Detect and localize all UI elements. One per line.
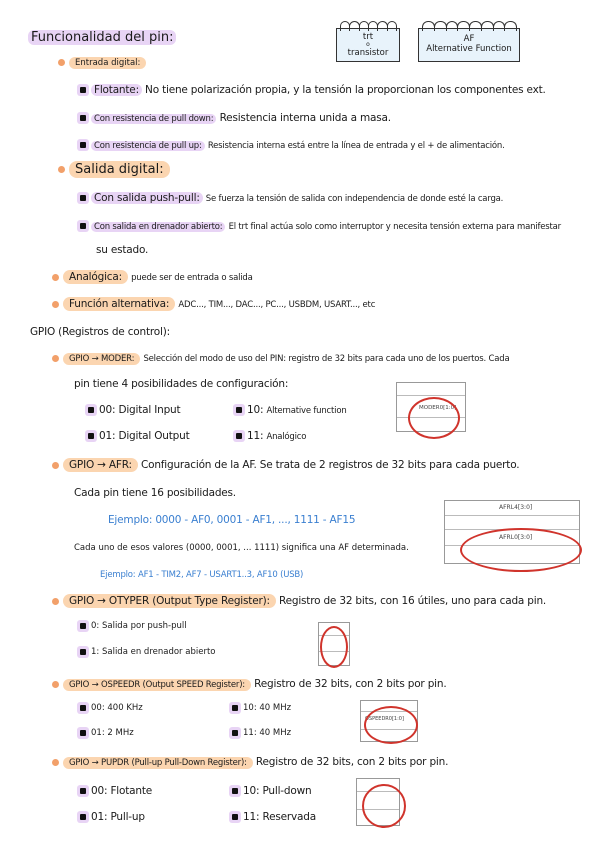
afr-line3: Cada uno de esos valores (0000, 0001, ... 1111) significa una AF determinada. xyxy=(74,543,409,553)
bullet-square-icon xyxy=(88,433,94,439)
funcion-alternativa-line: Función alternativa: ADC..., TIM..., DAC..., PC..., USBDM, USART..., etc xyxy=(52,298,375,310)
transistor-chip-icon xyxy=(336,28,400,62)
bullet-square-icon xyxy=(80,142,86,148)
page-title: Funcionalidad del pin: xyxy=(28,30,176,45)
ospeedr-option: 11: 40 MHz xyxy=(232,728,291,738)
moder-line2: pin tiene 4 posibilidades de configuración: xyxy=(74,378,289,390)
moder-line: GPIO → MODER: Selección del modo de uso del PIN: registro de 32 bits para cada uno de los puertos. Cada xyxy=(52,352,509,364)
entrada-heading: Entrada digital: xyxy=(58,58,146,68)
gpio-heading: GPIO (Registros de control): xyxy=(30,326,170,338)
entrada-item: Con resistencia de pull up: Resistencia interna está entre la línea de entrada y el + de alimentación. xyxy=(80,139,505,151)
bullet-square-icon xyxy=(80,649,86,655)
salida-heading: Salida digital: xyxy=(58,162,170,177)
bullet-square-icon xyxy=(80,223,86,229)
highlight-circle xyxy=(364,706,418,744)
bullet-dot-icon xyxy=(58,59,65,66)
moder-option: 00: Digital Input xyxy=(88,404,180,416)
highlight-circle xyxy=(460,528,582,572)
bullet-square-icon xyxy=(80,814,86,820)
otyper-option: 1: Salida en drenador abierto xyxy=(80,647,215,657)
register-label: OSPEEDR0[1:0] xyxy=(365,716,404,722)
pupdr-line: GPIO → PUPDR (Pull-up Pull-Down Register): Registro de 32 bits, con 2 bits por pin. xyxy=(52,756,448,768)
pupdr-option: 01: Pull-up xyxy=(80,811,145,823)
afr-line2: Cada pin tiene 16 posibilidades. xyxy=(74,487,236,499)
chip-bottom-label: transistor xyxy=(347,48,389,58)
bullet-square-icon xyxy=(80,115,86,121)
salida-item-continuation: su estado. xyxy=(96,244,149,256)
bullet-square-icon xyxy=(80,623,86,629)
register-label: AFRL4[3:0] xyxy=(499,504,533,511)
afr-line: GPIO → AFR: Configuración de la AF. Se trata de 2 registros de 32 bits para cada puerto. xyxy=(52,459,519,471)
bullet-square-icon xyxy=(80,195,86,201)
bullet-square-icon xyxy=(236,407,242,413)
chip-bottom-label: Alternative Function xyxy=(426,44,512,54)
af-chip-icon xyxy=(418,28,520,62)
bullet-square-icon xyxy=(232,730,238,736)
otyper-option: 0: Salida por push-pull xyxy=(80,621,187,631)
ospeedr-option: 00: 400 KHz xyxy=(80,703,143,713)
chip-top-label: trt xyxy=(362,32,374,42)
entrada-item: Flotante: No tiene polarización propia, y la tensión la proporcionan los componentes ext. xyxy=(80,84,546,96)
moder-option: 01: Digital Output xyxy=(88,430,190,442)
bullet-square-icon xyxy=(80,705,86,711)
bullet-square-icon xyxy=(232,814,238,820)
bullet-dot-icon xyxy=(52,274,59,281)
bullet-square-icon xyxy=(232,705,238,711)
pupdr-option: 11: Reservada xyxy=(232,811,316,823)
highlight-circle xyxy=(408,397,460,439)
register-label: MODER0[1:0] xyxy=(419,405,457,411)
bullet-dot-icon xyxy=(52,759,59,766)
ospeedr-option: 01: 2 MHz xyxy=(80,728,134,738)
otyper-line: GPIO → OTYPER (Output Type Register): Registro de 32 bits, con 16 útiles, uno para cada pin. xyxy=(52,595,546,607)
afr-example2: Ejemplo: AF1 - TIM2, AF7 - USART1..3, AF10 (USB) xyxy=(100,570,304,580)
pupdr-option: 10: Pull-down xyxy=(232,785,311,797)
bullet-dot-icon xyxy=(52,301,59,308)
bullet-square-icon xyxy=(88,407,94,413)
bullet-dot-icon xyxy=(58,166,65,173)
pupdr-option: 00: Flotante xyxy=(80,785,152,797)
ospeedr-option: 10: 40 MHz xyxy=(232,703,291,713)
bullet-dot-icon xyxy=(52,462,59,469)
chip-mid-label: o xyxy=(366,41,370,48)
bullet-square-icon xyxy=(232,788,238,794)
salida-item: Con salida en drenador abierto: El trt final actúa solo como interruptor y necesita tensión externa para manifestar xyxy=(80,220,561,232)
moder-option: 10: Alternative function xyxy=(236,404,347,416)
bullet-square-icon xyxy=(236,433,242,439)
highlight-circle xyxy=(362,784,406,828)
ospeedr-line: GPIO → OSPEEDR (Output SPEED Register): Registro de 32 bits, con 2 bits por pin. xyxy=(52,678,446,690)
bullet-dot-icon xyxy=(52,598,59,605)
afr-example1: Ejemplo: 0000 - AF0, 0001 - AF1, ..., 1111 - AF15 xyxy=(108,514,356,526)
register-label: AFRL0[3:0] xyxy=(499,534,533,541)
entrada-item: Con resistencia de pull down: Resistencia interna unida a masa. xyxy=(80,112,391,124)
bullet-square-icon xyxy=(80,788,86,794)
chip-top-label: AF xyxy=(463,34,475,44)
analogica-line: Analógica: puede ser de entrada o salida xyxy=(52,271,253,283)
highlight-circle xyxy=(320,626,348,668)
bullet-dot-icon xyxy=(52,681,59,688)
bullet-dot-icon xyxy=(52,355,59,362)
moder-option: 11: Analógico xyxy=(236,430,306,442)
bullet-square-icon xyxy=(80,87,86,93)
bullet-square-icon xyxy=(80,730,86,736)
salida-item: Con salida push-pull: Se fuerza la tensión de salida con independencia de donde esté la carga. xyxy=(80,192,503,204)
